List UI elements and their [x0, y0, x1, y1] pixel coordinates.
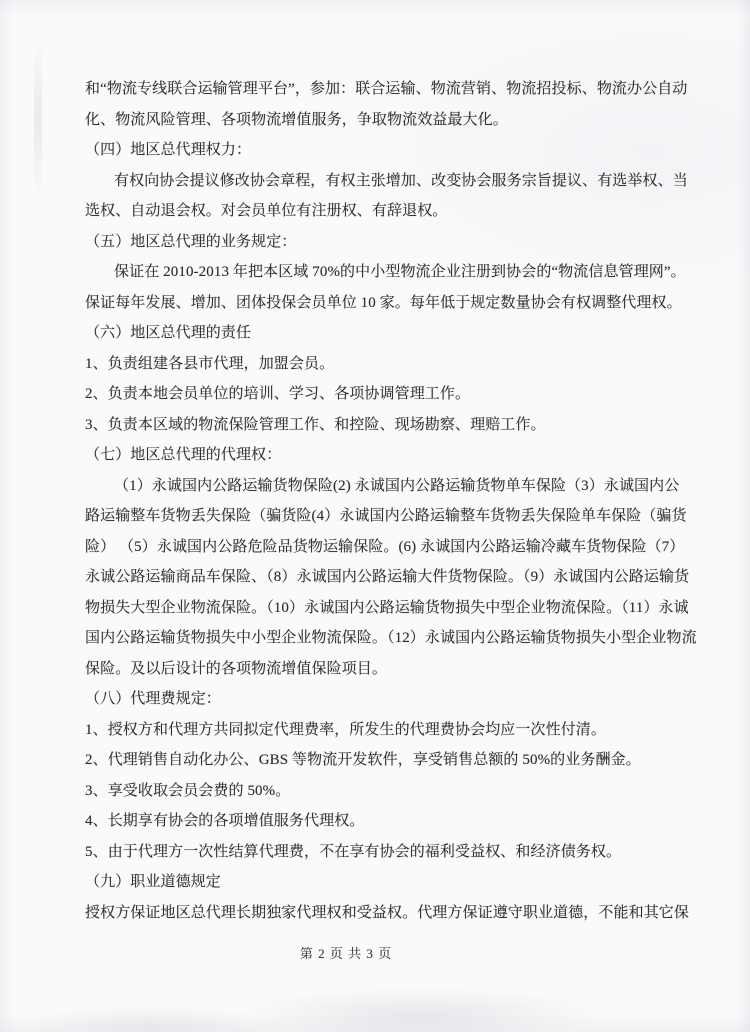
text-line: 和“物流专线联合运输管理平台”，参加：联合运输、物流营销、物流招投标、物流办公自动 [85, 81, 688, 97]
text-line: 永诚公路运输商品车保险、（8）永诚国内公路运输大件货物保险。（9）永诚国内公路运输货 [85, 569, 690, 585]
list-item: 4、长期享有协会的各项增值服务代理权。 [85, 813, 365, 829]
section-heading: （七）地区总代理的代理权： [85, 447, 282, 463]
text-line: 保证在 2010-2013 年把本区域 70%的中小型物流企业注册到协会的“物流信息管理网”。 [114, 264, 686, 280]
scan-artifact-streak [34, 40, 42, 200]
text-line: 国内公路运输货物损失中小型企业物流保险。（12）永诚国内公路运输货物损失小型企业物流 [85, 630, 697, 646]
document-body [85, 74, 705, 928]
list-item: 3、享受收取会员会费的 50%。 [85, 782, 291, 799]
text-line: 物损失大型企业物流保险。（10）永诚国内公路运输货物损失中型企业物流保险。（11）永诚 [85, 599, 689, 616]
list-item: 2、代理销售自动化办公、GBS 等物流开发软件，享受销售总额的 50%的业务酬金。 [85, 752, 641, 768]
text-line: 授权方保证地区总代理长期独家代理权和受益权。代理方保证遵守职业道德，不能和其它保 [85, 904, 690, 921]
page-footer: 第 2 页 共 3 页 [299, 946, 393, 961]
section-heading: （四）地区总代理权力： [85, 142, 252, 158]
section-heading: （六）地区总代理的责任 [85, 325, 252, 341]
list-item: 5、由于代理方一次性结算代理费，不在享有协会的福利受益权、和经济债务权。 [85, 843, 622, 860]
list-item: 1、负责组建各县市代理，加盟会员。 [85, 355, 335, 372]
list-item: 2、负责本地会员单位的培训、学习、各项协调管理工作。 [85, 386, 471, 402]
text-line: 保险。及以后设计的各项物流增值保险项目。 [85, 660, 388, 677]
list-item: 3、负责本区域的物流保险管理工作、和控险、现场勘察、理赔工作。 [85, 416, 546, 433]
text-line: 险） （5）永诚国内公路危险品货物运输保险。(6) 永诚国内公路运输冷藏车货物保险（7） [85, 538, 685, 555]
text-line: 有权向协会提议修改协会章程，有权主张增加、改变协会服务宗旨提议、有选举权、当 [114, 172, 688, 189]
text-line: 路运输整车货物丢失保险（骗货险(4）永诚国内公路运输整车货物丢失保险单车保险（骗货 [85, 508, 687, 524]
section-heading: （五）地区总代理的业务规定： [85, 233, 297, 250]
text-line: 选权、自动退会权。对会员单位有注册权、有辞退权。 [85, 203, 448, 219]
section-heading: （八）代理费规定： [85, 691, 221, 707]
text-line: （1）永诚国内公路运输货物保险(2) 永诚国内公路运输货物单车保险（3）永诚国内公 [114, 477, 680, 494]
text-line: 保证每年发展、增加、团体投保会员单位 10 家。每年低于规定数量协会有权调整代理权。 [85, 294, 682, 311]
section-heading: （九）职业道德规定 [85, 874, 221, 890]
text-line: 化、物流风险管理、各项物流增值服务，争取物流效益最大化。 [85, 111, 508, 128]
list-item: 1、授权方和代理方共同拟定代理费率，所发生的代理费协会均应一次性付清。 [85, 721, 607, 738]
